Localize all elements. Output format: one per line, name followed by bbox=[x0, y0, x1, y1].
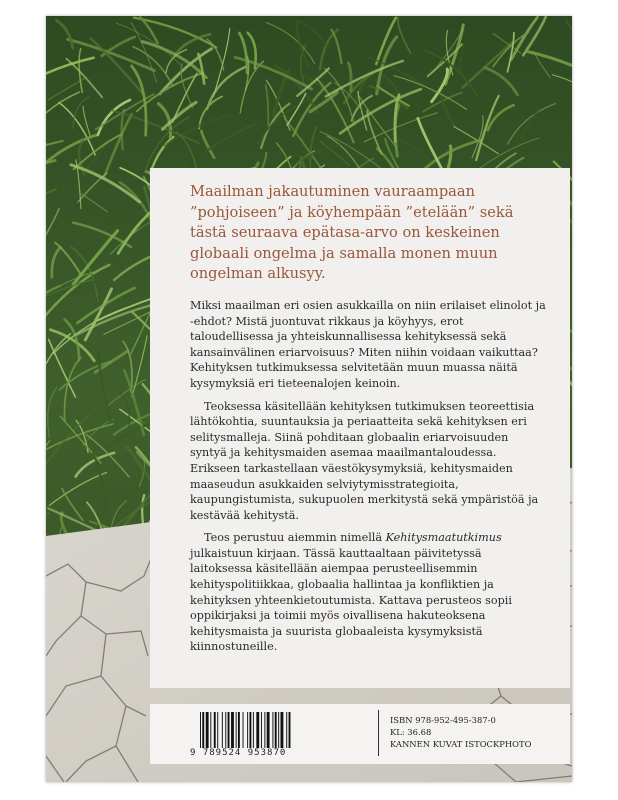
barcode-bar bbox=[222, 712, 223, 748]
barcode-bar bbox=[278, 712, 279, 748]
barcode-bar bbox=[247, 712, 248, 748]
lead-text: Maailman jakautuminen vauraampaan ”pohjoiseen” ja köyhempään ”etelään” sekä tästä seuraava epätasa-arvo on keskeinen globaali ongelma ja samalla monen muun ongelman alkusyy. bbox=[190, 183, 514, 283]
barcode-digits: 9 789524 953870 bbox=[190, 748, 287, 758]
cover-credit: KANNEN KUVAT ISTOCKPHOTO bbox=[390, 739, 532, 749]
barcode-bar bbox=[272, 712, 273, 748]
barcode-bar bbox=[264, 712, 265, 748]
barcode-bar bbox=[256, 712, 259, 748]
barcode-bar bbox=[243, 712, 244, 748]
barcode-bar bbox=[261, 712, 262, 748]
barcode-bar bbox=[238, 712, 240, 748]
paragraph-3-start: Teos perustuu aiemmin nimellä bbox=[204, 531, 386, 545]
book-back-cover bbox=[46, 16, 572, 782]
barcode-bar bbox=[225, 712, 226, 748]
barcode-bar bbox=[202, 712, 204, 748]
divider-line bbox=[378, 710, 379, 756]
barcode-bar bbox=[206, 712, 209, 748]
paragraph-3 bbox=[190, 530, 546, 655]
publication-info bbox=[390, 714, 531, 750]
barcode-bar bbox=[200, 712, 201, 748]
barcode-bar bbox=[286, 712, 287, 748]
barcode-bar bbox=[267, 712, 270, 748]
barcode-bar bbox=[275, 712, 277, 748]
barcode-bar bbox=[249, 712, 251, 748]
isbn: ISBN 978-952-495-387-0 bbox=[390, 715, 496, 725]
previous-book-title: Kehitysmaatutkimus bbox=[385, 531, 502, 545]
paragraph-2: Teoksessa käsitellään kehityksen tutkimuksen teoreettisia lähtökohtia, suuntauksia ja periaatteita sekä kehityksen eri selitysmalleja. Siinä pohditaan globaalin eriarvoisuuden syntyä ja kehitysmaiden asemaa maailmantaloudessa. Erikseen tarkastellaan väestökysymyksiä, kehitysmaiden maaseudun asukkaiden selviytymisstrategioita, kaupungistumista, sukupuolen merkitystä sekä ympäristöä ja kestävää kehitystä. bbox=[190, 399, 539, 522]
barcode-panel bbox=[150, 704, 570, 764]
body-text bbox=[190, 298, 546, 655]
barcode-bar bbox=[231, 712, 234, 748]
barcode bbox=[198, 712, 344, 750]
barcode-bar bbox=[281, 712, 284, 748]
barcode-bar bbox=[214, 712, 216, 748]
library-class: KL: 36.68 bbox=[390, 727, 432, 737]
barcode-bar bbox=[253, 712, 254, 748]
text-panel bbox=[150, 168, 570, 688]
paragraph-3-end: julkaistuun kirjaan. Tässä kauttaaltaan päivitetyssä laitoksessa käsitellään aiempaa perusteellisemmin kehityspolitiikkaa, globaalia hallintaa ja konfliktien ja kehityksen yhteenkietoutumista. Kattava perusteos sopii oppikirjaksi ja toimii myös oivallisena hakuteoksena kehitysmaista ja suurista globaaleista kysymyksistä kiinnostuneille. bbox=[190, 546, 512, 654]
barcode-bar bbox=[210, 712, 211, 748]
barcode-bar bbox=[228, 712, 230, 748]
barcode-bar bbox=[236, 712, 237, 748]
barcode-bar bbox=[217, 712, 218, 748]
paragraph-1: Miksi maailman eri osien asukkailla on niin erilaiset elinolot ja -ehdot? Mistä juontuvat rikkaus ja köyhyys, erot taloudellisessa ja yhteiskunnallisessa kehityksessä sekä kansainvälinen eriarvoisuus? Miten niihin voidaan vaikuttaa? Kehityksen tutkimuksessa selvitetään muun muassa näitä kysymyksiä eri tieteenalojen keinoin. bbox=[190, 298, 546, 390]
barcode-bar bbox=[289, 712, 291, 748]
